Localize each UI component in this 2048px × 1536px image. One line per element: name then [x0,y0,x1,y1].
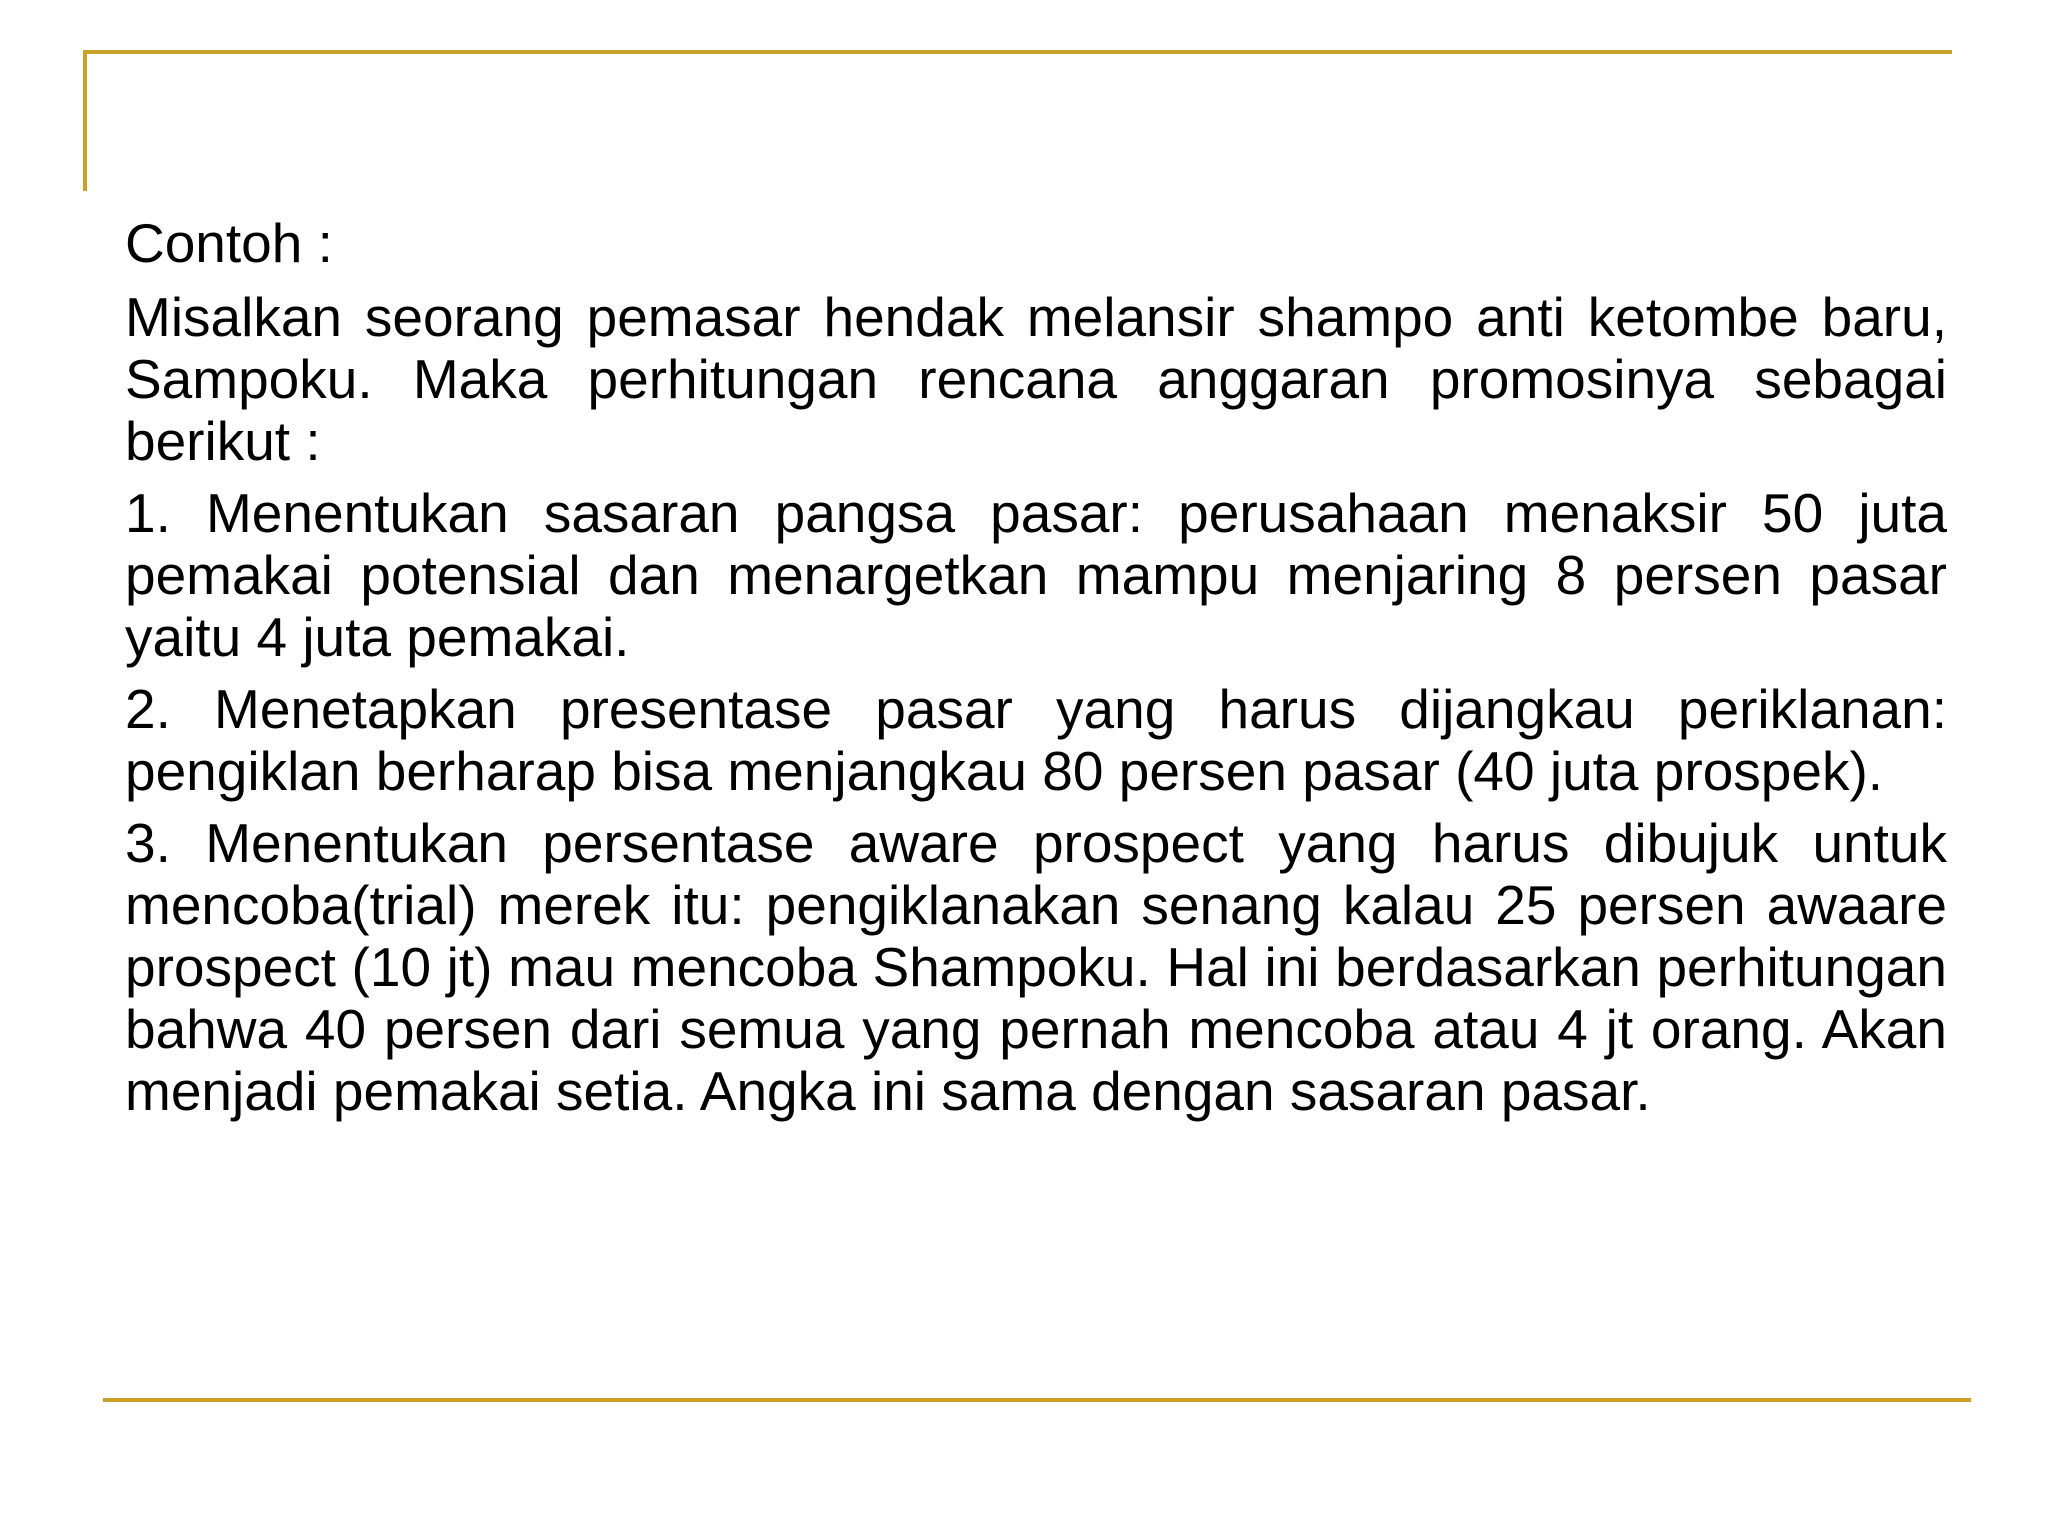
intro-paragraph: Misalkan seorang pemasar hendak melansir shampo anti ketombe baru, Sampoku. Maka perhitungan rencana anggaran promosinya sebagai berikut : [125,286,1947,472]
left-border-line [83,50,87,191]
point-1: 1. Menentukan sasaran pangsa pasar: perusahaan menaksir 50 juta pemakai potensial dan menargetkan mampu menjaring 8 persen pasar yaitu 4 juta pemakai. [125,482,1947,668]
slide-body [125,212,1947,1132]
point-2: 2. Menetapkan presentase pasar yang harus dijangkau periklanan: pengiklan berharap bisa menjangkau 80 persen pasar (40 juta prospek). [125,678,1947,802]
point-3: 3. Menentukan persentase aware prospect yang harus dibujuk untuk mencoba(trial) merek itu: pengiklanakan senang kalau 25 persen awaare prospect (10 jt) mau mencoba Shampoku. Hal ini berdasarkan perhitungan bahwa 40 persen dari semua yang pernah mencoba atau 4 jt orang. Akan menjadi pemakai setia. Angka ini sama dengan sasaran pasar. [125,812,1947,1122]
bottom-border-line [103,1398,1971,1402]
top-border-line [83,50,1952,54]
slide-heading: Contoh : [125,212,333,274]
